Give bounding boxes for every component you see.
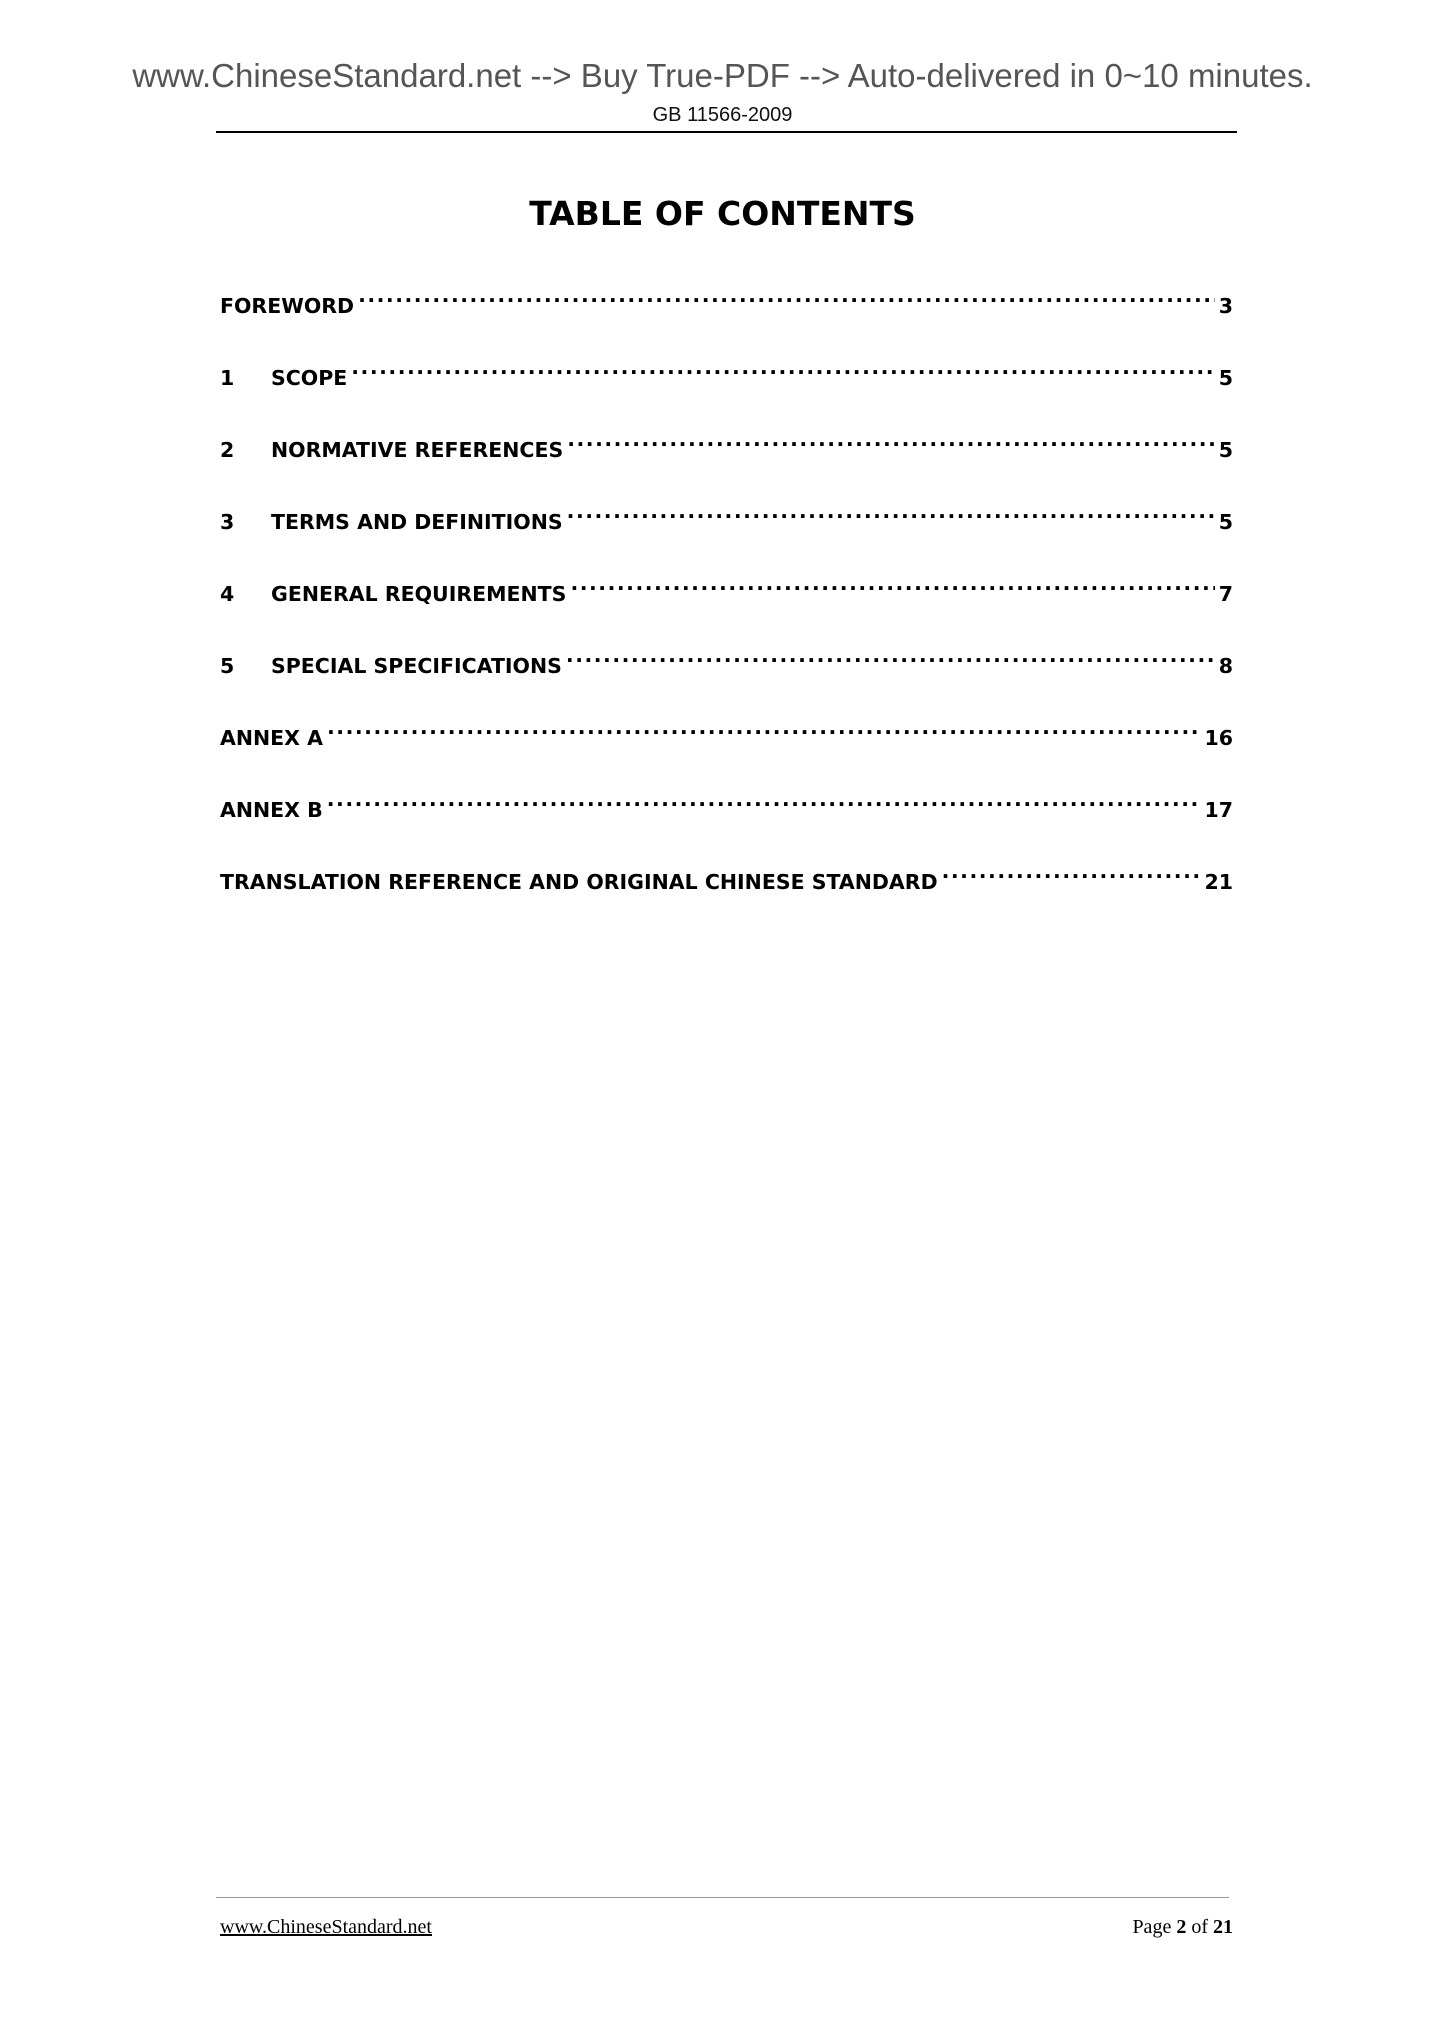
toc-entry-annex-a[interactable] [220,709,1233,781]
toc-entry-normative-references[interactable] [220,421,1233,493]
toc-entry-page: 7 [1218,582,1233,606]
of-word: of [1191,1916,1208,1938]
toc-entry-label: SCOPE [271,366,348,390]
footer-divider [216,1897,1229,1898]
toc-entry-number: 1 [220,366,235,390]
toc-entry-page: 21 [1204,870,1233,894]
toc-entry-special-specifications[interactable] [220,637,1233,709]
toc-entry-annex-b[interactable] [220,781,1233,853]
toc-entry-page: 5 [1218,438,1233,462]
toc-dot-leader [567,421,1215,457]
table-of-contents [220,277,1233,925]
toc-dot-leader [567,493,1215,529]
current-page: 2 [1176,1916,1187,1938]
toc-entry-general-requirements[interactable] [220,565,1233,637]
toc-entry-page: 8 [1218,654,1233,678]
footer-site-link[interactable]: www.ChineseStandard.net [220,1916,432,1938]
toc-entry-page: 17 [1204,798,1233,822]
toc-dot-leader [570,565,1214,601]
toc-entry-translation-reference[interactable] [220,853,1233,925]
toc-entry-label: TERMS AND DEFINITIONS [271,510,563,534]
toc-entry-label: SPECIAL SPECIFICATIONS [271,654,562,678]
toc-dot-leader [358,277,1215,313]
toc-entry-label: ANNEX B [220,798,323,822]
header-divider [216,131,1237,133]
toc-entry-number: 3 [220,510,235,534]
toc-entry-label: FOREWORD [220,294,355,318]
toc-entry-page: 16 [1204,726,1233,750]
toc-dot-leader [566,637,1215,673]
toc-entry-number: 5 [220,654,235,678]
toc-entry-number: 2 [220,438,235,462]
toc-title: TABLE OF CONTENTS [529,194,916,233]
toc-dot-leader [327,781,1201,817]
page-number [1132,1916,1233,1939]
toc-entry-terms-and-definitions[interactable] [220,493,1233,565]
toc-entry-number: 4 [220,582,235,606]
toc-entry-page: 3 [1218,294,1233,318]
toc-entry-page: 5 [1218,366,1233,390]
toc-entry-label: ANNEX A [220,726,323,750]
toc-entry-page: 5 [1218,510,1233,534]
total-pages: 21 [1213,1916,1233,1938]
standard-code-header: GB 11566-2009 [652,104,793,126]
toc-dot-leader [351,349,1214,385]
toc-entry-label: TRANSLATION REFERENCE AND ORIGINAL CHINESE STANDARD [220,870,938,894]
toc-dot-leader [327,709,1200,745]
toc-dot-leader [942,853,1201,889]
toc-entry-foreword[interactable] [220,277,1233,349]
promo-banner[interactable]: www.ChineseStandard.net --> Buy True-PDF --> Auto-delivered in 0~10 minutes. [132,57,1313,94]
toc-entry-scope[interactable] [220,349,1233,421]
toc-entry-label: GENERAL REQUIREMENTS [271,582,567,606]
toc-entry-label: NORMATIVE REFERENCES [271,438,564,462]
page-word: Page [1132,1916,1172,1938]
